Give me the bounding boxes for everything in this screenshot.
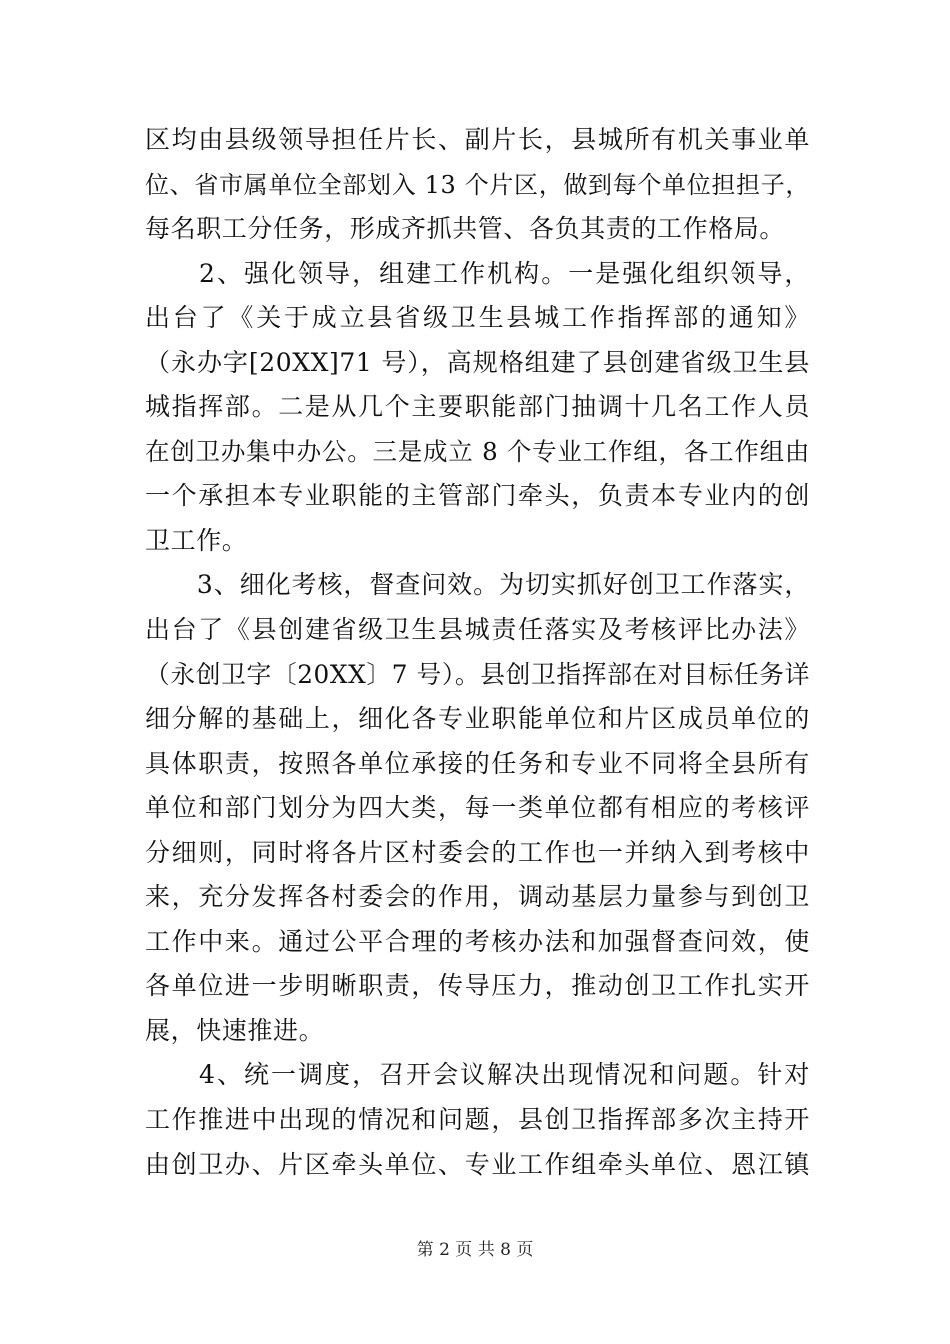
text-line: 城指挥部。二是从几个主要职能部门抽调十几名工作人员: [145, 392, 810, 422]
text-line: 由创卫办、片区牵头单位、专业工作组牵头单位、恩江镇: [145, 1149, 810, 1179]
text-line: 工作中来。通过公平合理的考核办法和加强督查问效，使: [145, 926, 810, 956]
text-line: 出台了《县创建省级卫生县城责任落实及考核评比办法》: [145, 615, 810, 645]
text-line: 细分解的基础上，细化各专业职能单位和片区成员单位的: [145, 704, 810, 734]
document-body: [145, 118, 810, 1187]
text-line: 在创卫办集中办公。三是成立 8 个专业工作组，各工作组由: [145, 436, 810, 466]
text-line: 来，充分发挥各村委会的作用，调动基层力量参与到创卫: [145, 882, 810, 912]
text-line: 分细则，同时将各片区村委会的工作也一并纳入到考核中: [145, 837, 810, 867]
text-line: 3、细化考核，督查问效。为切实抓好创卫工作落实，: [145, 570, 810, 600]
text-line: 一个承担本专业职能的主管部门牵头，负责本专业内的创: [145, 481, 810, 511]
text-line: （永办字[20XX]71 号），高规格组建了县创建省级卫生县: [145, 347, 810, 377]
text-line: 2、强化领导，组建工作机构。一是强化组织领导，: [145, 258, 810, 288]
text-line: 工作推进中出现的情况和问题，县创卫指挥部多次主持开: [145, 1105, 810, 1135]
text-line: 4、统一调度，召开会议解决出现情况和问题。针对: [145, 1060, 810, 1090]
text-line: 每名职工分任务，形成齐抓共管、各负其责的工作格局。: [145, 214, 786, 244]
text-line: 位、省市属单位全部划入 13 个片区，做到每个单位担担子，: [145, 170, 810, 199]
text-line: 单位和部门划分为四大类，每一类单位都有相应的考核评: [145, 793, 810, 823]
text-line: 卫工作。: [145, 525, 248, 555]
text-line: （永创卫字〔20XX〕7 号）。县创卫指挥部在对目标任务详: [145, 659, 810, 689]
text-line: 具体职责，按照各单位承接的任务和专业不同将全县所有: [145, 748, 810, 778]
text-line: 各单位进一步明晰职责，传导压力，推动创卫工作扎实开: [145, 971, 810, 1001]
text-line: 出台了《关于成立县省级卫生县城工作指挥部的通知》: [145, 303, 810, 333]
text-line: 区均由县级领导担任片长、副片长，县城所有机关事业单: [145, 125, 810, 154]
text-line: 展，快速推进。: [145, 1015, 325, 1045]
page-footer: 第 2 页 共 8 页: [416, 1240, 534, 1260]
